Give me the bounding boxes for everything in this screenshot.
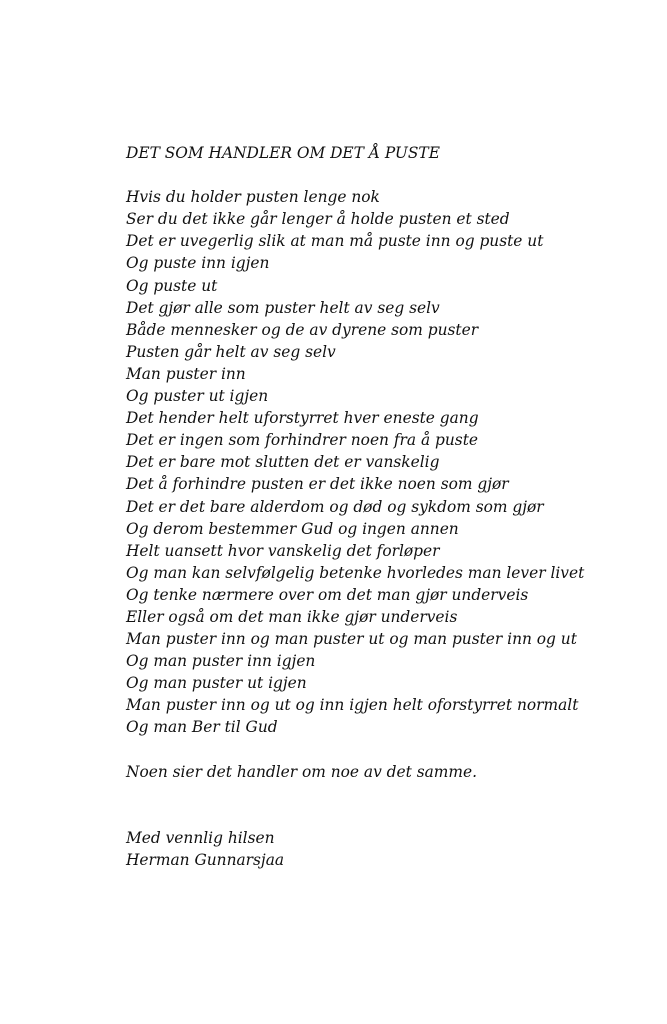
poem-line: Og man Ber til Gud — [126, 718, 278, 737]
closing-line: Noen sier det handler om noe av det samme. — [126, 762, 477, 781]
poem-text-block — [126, 142, 646, 871]
poem-line: Og man kan selvfølgelig betenke hvorledes man lever livet — [126, 563, 585, 582]
poem-body — [126, 186, 646, 738]
poem-line: Man puster inn — [126, 364, 246, 383]
poem-line: Det er det bare alderdom og død og sykdom som gjør — [126, 497, 544, 516]
poem-line: Helt uansett hvor vanskelig det forløper — [126, 541, 440, 560]
poem-line: Og derom bestemmer Gud og ingen annen — [126, 519, 459, 538]
poem-line: Og puste inn igjen — [126, 254, 270, 273]
signature-name: Herman Gunnarsjaa — [126, 851, 285, 869]
poem-line: Og tenke nærmere over om det man gjør underveis — [126, 585, 529, 604]
poem-line: Man puster inn og ut og inn igjen helt oforstyrret normalt — [126, 696, 579, 715]
poem-line: Og puster ut igjen — [126, 387, 269, 406]
poem-line: Man puster inn og man puster ut og man puster inn og ut — [126, 630, 577, 649]
poem-line: Eller også om det man ikke gjør underveis — [126, 607, 458, 626]
poem-line: Og man puster ut igjen — [126, 674, 307, 693]
poem-line: Det gjør alle som puster helt av seg selv — [126, 298, 440, 317]
signature-greeting: Med vennlig hilsen — [126, 828, 275, 847]
poem-line: Det å forhindre pusten er det ikke noen som gjør — [126, 475, 509, 494]
poem-line: Det er bare mot slutten det er vanskelig — [126, 453, 440, 472]
poem-line: Og puste ut — [126, 276, 218, 295]
poem-line: Det er ingen som forhindrer noen fra å puste — [126, 431, 479, 450]
poem-line: Og man puster inn igjen — [126, 652, 316, 671]
poem-line: Det hender helt uforstyrret hver eneste gang — [126, 409, 479, 428]
signature-block — [126, 827, 646, 871]
poem-title: DET SOM HANDLER OM DET Å PUSTE — [126, 144, 440, 162]
poem-line: Både mennesker og de av dyrene som puster — [126, 320, 479, 339]
poem-line: Det er uvegerlig slik at man må puste inn og puste ut — [126, 232, 544, 251]
poem-line: Pusten går helt av seg selv — [126, 342, 336, 361]
poem-line: Hvis du holder pusten lenge nok — [126, 188, 380, 207]
poem-line: Ser du det ikke går lenger å holde pusten et sted — [126, 210, 510, 229]
